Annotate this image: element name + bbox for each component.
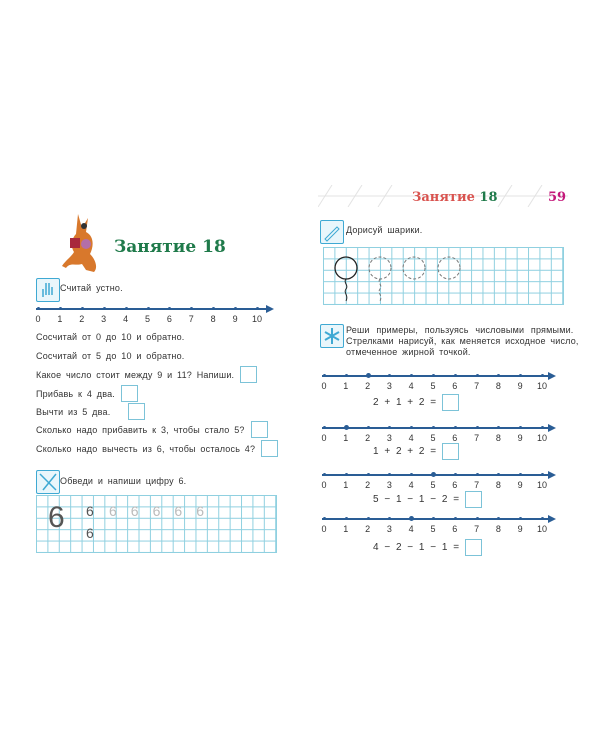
equation: 4 − 2 − 1 − 1 = (373, 542, 460, 553)
tick-label: 5 (430, 381, 436, 391)
tick-label: 2 (365, 433, 371, 443)
answer-box[interactable] (442, 443, 459, 460)
tick-label: 5 (430, 433, 436, 443)
question: Сосчитай от 0 до 10 и обратно. (36, 332, 185, 342)
tick-label: 8 (495, 524, 501, 534)
tick-label: 1 (343, 480, 349, 490)
start-point (366, 373, 371, 378)
tick-label: 1 (343, 433, 349, 443)
question-row (36, 403, 145, 420)
tick-dot (367, 473, 370, 476)
tick-dot (476, 517, 479, 520)
answer-box[interactable] (121, 385, 138, 402)
tick-dot (476, 374, 479, 377)
tick-label: 7 (474, 381, 480, 391)
tick-label: 1 (57, 314, 63, 324)
tick-label: 8 (495, 381, 501, 391)
pencil-icon (320, 220, 344, 244)
tick-label: 1 (343, 524, 349, 534)
tick-label: 4 (408, 381, 414, 391)
tick-label: 3 (101, 314, 107, 324)
tick-dot (454, 374, 457, 377)
question: Прибавь к 4 два. (36, 388, 116, 399)
tick-dot (454, 426, 457, 429)
equation: 5 − 1 − 1 − 2 = (373, 494, 460, 505)
tick-dot (345, 473, 348, 476)
page-number: 59 (548, 190, 567, 205)
task-instruction: Реши примеры, пользуясь числовыми прямыми. (346, 325, 574, 335)
question: Сосчитай от 5 до 10 и обратно. (36, 351, 185, 361)
question-row (36, 421, 268, 438)
equation-row (373, 539, 482, 556)
tick-dot (388, 374, 391, 377)
tick-label: 4 (408, 524, 414, 534)
tick-label: 0 (35, 314, 41, 324)
tick-label: 2 (365, 524, 371, 534)
tick-label: 9 (517, 433, 523, 443)
arrow-icon (548, 471, 556, 479)
tick-label: 7 (188, 314, 194, 324)
tick-label: 9 (517, 381, 523, 391)
tick-dot (519, 473, 522, 476)
equation: 1 + 2 + 2 = (373, 446, 437, 457)
tick-dot (541, 473, 544, 476)
tick-dot (323, 517, 326, 520)
task-instruction: Обведи и напиши цифру 6. (60, 476, 187, 486)
answer-box[interactable] (465, 491, 482, 508)
digit-sample: 6 (86, 525, 94, 541)
tick-dot (519, 374, 522, 377)
tick-label: 6 (452, 433, 458, 443)
tick-label: 10 (536, 381, 547, 391)
question-row (36, 440, 278, 457)
tick-label: 8 (495, 433, 501, 443)
tick-dot (103, 307, 106, 310)
tick-label: 5 (430, 524, 436, 534)
tick-dot (190, 307, 193, 310)
tick-label: 10 (536, 480, 547, 490)
number-line (35, 305, 276, 324)
arrow-icon (548, 424, 556, 432)
tick-dot (125, 307, 128, 310)
tick-label: 6 (166, 314, 172, 324)
tick-label: 6 (452, 381, 458, 391)
answer-box[interactable] (128, 403, 145, 420)
tick-label: 0 (321, 480, 327, 490)
axis-line (322, 518, 550, 520)
tick-label: 7 (474, 480, 480, 490)
axis-line (322, 474, 550, 476)
question-row (36, 366, 257, 383)
tick-dot (388, 426, 391, 429)
question: Сколько надо прибавить к 3, чтобы стало 5? (36, 424, 245, 435)
tick-dot (256, 307, 259, 310)
tick-label: 8 (495, 480, 501, 490)
tick-dot (541, 517, 544, 520)
tick-dot (454, 473, 457, 476)
tick-dot (432, 517, 435, 520)
number-line (321, 372, 557, 391)
digit-sample: 6 (48, 501, 65, 534)
tick-label: 3 (386, 480, 392, 490)
equation-row (373, 394, 459, 411)
tick-dot (388, 517, 391, 520)
tick-dot (497, 426, 500, 429)
tick-label: 0 (321, 381, 327, 391)
answer-box[interactable] (465, 539, 482, 556)
tick-dot (497, 517, 500, 520)
lesson-header: Занятие 18 (412, 190, 498, 205)
question: Какое число стоит между 9 и 11? Напиши. (36, 369, 235, 380)
hand-counting-icon (36, 278, 60, 302)
tick-label: 5 (430, 480, 436, 490)
tick-dot (388, 473, 391, 476)
tick-label: 3 (386, 381, 392, 391)
tick-dot (476, 426, 479, 429)
question-row (36, 385, 138, 402)
tick-label: 10 (251, 314, 262, 324)
task-instruction: Дорисуй шарики. (346, 225, 423, 235)
answer-box[interactable] (251, 421, 268, 438)
tick-dot (367, 426, 370, 429)
equation: 2 + 1 + 2 = (373, 397, 437, 408)
tick-dot (168, 307, 171, 310)
arrow-icon (266, 305, 274, 313)
tick-dot (81, 307, 84, 310)
tick-label: 6 (452, 524, 458, 534)
tick-label: 2 (365, 480, 371, 490)
tick-label: 2 (79, 314, 85, 324)
tick-label: 10 (536, 524, 547, 534)
tick-dot (410, 473, 413, 476)
equation-row (373, 443, 459, 460)
snowflake-icon (320, 324, 344, 348)
tick-label: 9 (517, 524, 523, 534)
equation-row (373, 491, 482, 508)
tick-dot (367, 517, 370, 520)
number-line (321, 471, 557, 490)
axis-line (322, 375, 550, 377)
balloons (323, 247, 563, 304)
tick-label: 0 (321, 524, 327, 534)
tick-label: 3 (386, 433, 392, 443)
tick-label: 9 (517, 480, 523, 490)
answer-box[interactable] (240, 366, 257, 383)
number-line (321, 515, 557, 534)
tick-dot (432, 426, 435, 429)
tick-label: 4 (123, 314, 129, 324)
tick-label: 5 (144, 314, 150, 324)
tick-dot (454, 517, 457, 520)
tick-label: 7 (474, 433, 480, 443)
start-point (344, 425, 349, 430)
task-instruction: отмеченное жирной точкой. (346, 347, 471, 357)
tick-label: 1 (343, 381, 349, 391)
arrow-icon (548, 515, 556, 523)
question: Сколько надо вычесть из 6, чтобы осталось 4? (36, 443, 256, 454)
tick-dot (212, 307, 215, 310)
drawing-grid[interactable] (323, 247, 564, 305)
tick-dot (432, 374, 435, 377)
tick-dot (410, 374, 413, 377)
tick-dot (519, 517, 522, 520)
start-point (431, 472, 436, 477)
tick-label: 10 (536, 433, 547, 443)
tick-label: 4 (408, 480, 414, 490)
task-instruction: Считай устно. (60, 283, 123, 293)
tick-label: 2 (365, 381, 371, 391)
start-point (409, 516, 414, 521)
number-line (321, 424, 557, 443)
tick-label: 7 (474, 524, 480, 534)
task-instruction: Стрелками нарисуй, как меняется исходное число, (346, 336, 579, 346)
writing-grid[interactable] (36, 495, 277, 553)
tick-dot (323, 374, 326, 377)
tick-dot (345, 374, 348, 377)
tick-dot (410, 426, 413, 429)
question: Вычти из 5 два. (36, 406, 111, 417)
tick-dot (476, 473, 479, 476)
tick-dot (37, 307, 40, 310)
pencil-trace-icon (36, 470, 60, 494)
axis-line (322, 427, 550, 429)
tick-label: 9 (232, 314, 238, 324)
tick-label: 0 (321, 433, 327, 443)
tick-dot (59, 307, 62, 310)
tick-label: 6 (452, 480, 458, 490)
tick-dot (541, 426, 544, 429)
lesson-title: Занятие 18 (114, 237, 226, 257)
tick-label: 8 (210, 314, 216, 324)
answer-box[interactable] (261, 440, 278, 457)
tick-dot (345, 517, 348, 520)
dotted-digits: 66666 (109, 503, 218, 519)
answer-box[interactable] (442, 394, 459, 411)
tick-dot (147, 307, 150, 310)
tick-dot (323, 473, 326, 476)
tick-dot (234, 307, 237, 310)
tick-dot (519, 426, 522, 429)
tick-label: 4 (408, 433, 414, 443)
digit-sample: 6 (86, 503, 94, 519)
tick-dot (497, 473, 500, 476)
kangaroo-illustration (58, 210, 106, 274)
tick-dot (541, 374, 544, 377)
tick-dot (497, 374, 500, 377)
tick-label: 3 (386, 524, 392, 534)
tick-dot (323, 426, 326, 429)
arrow-icon (548, 372, 556, 380)
